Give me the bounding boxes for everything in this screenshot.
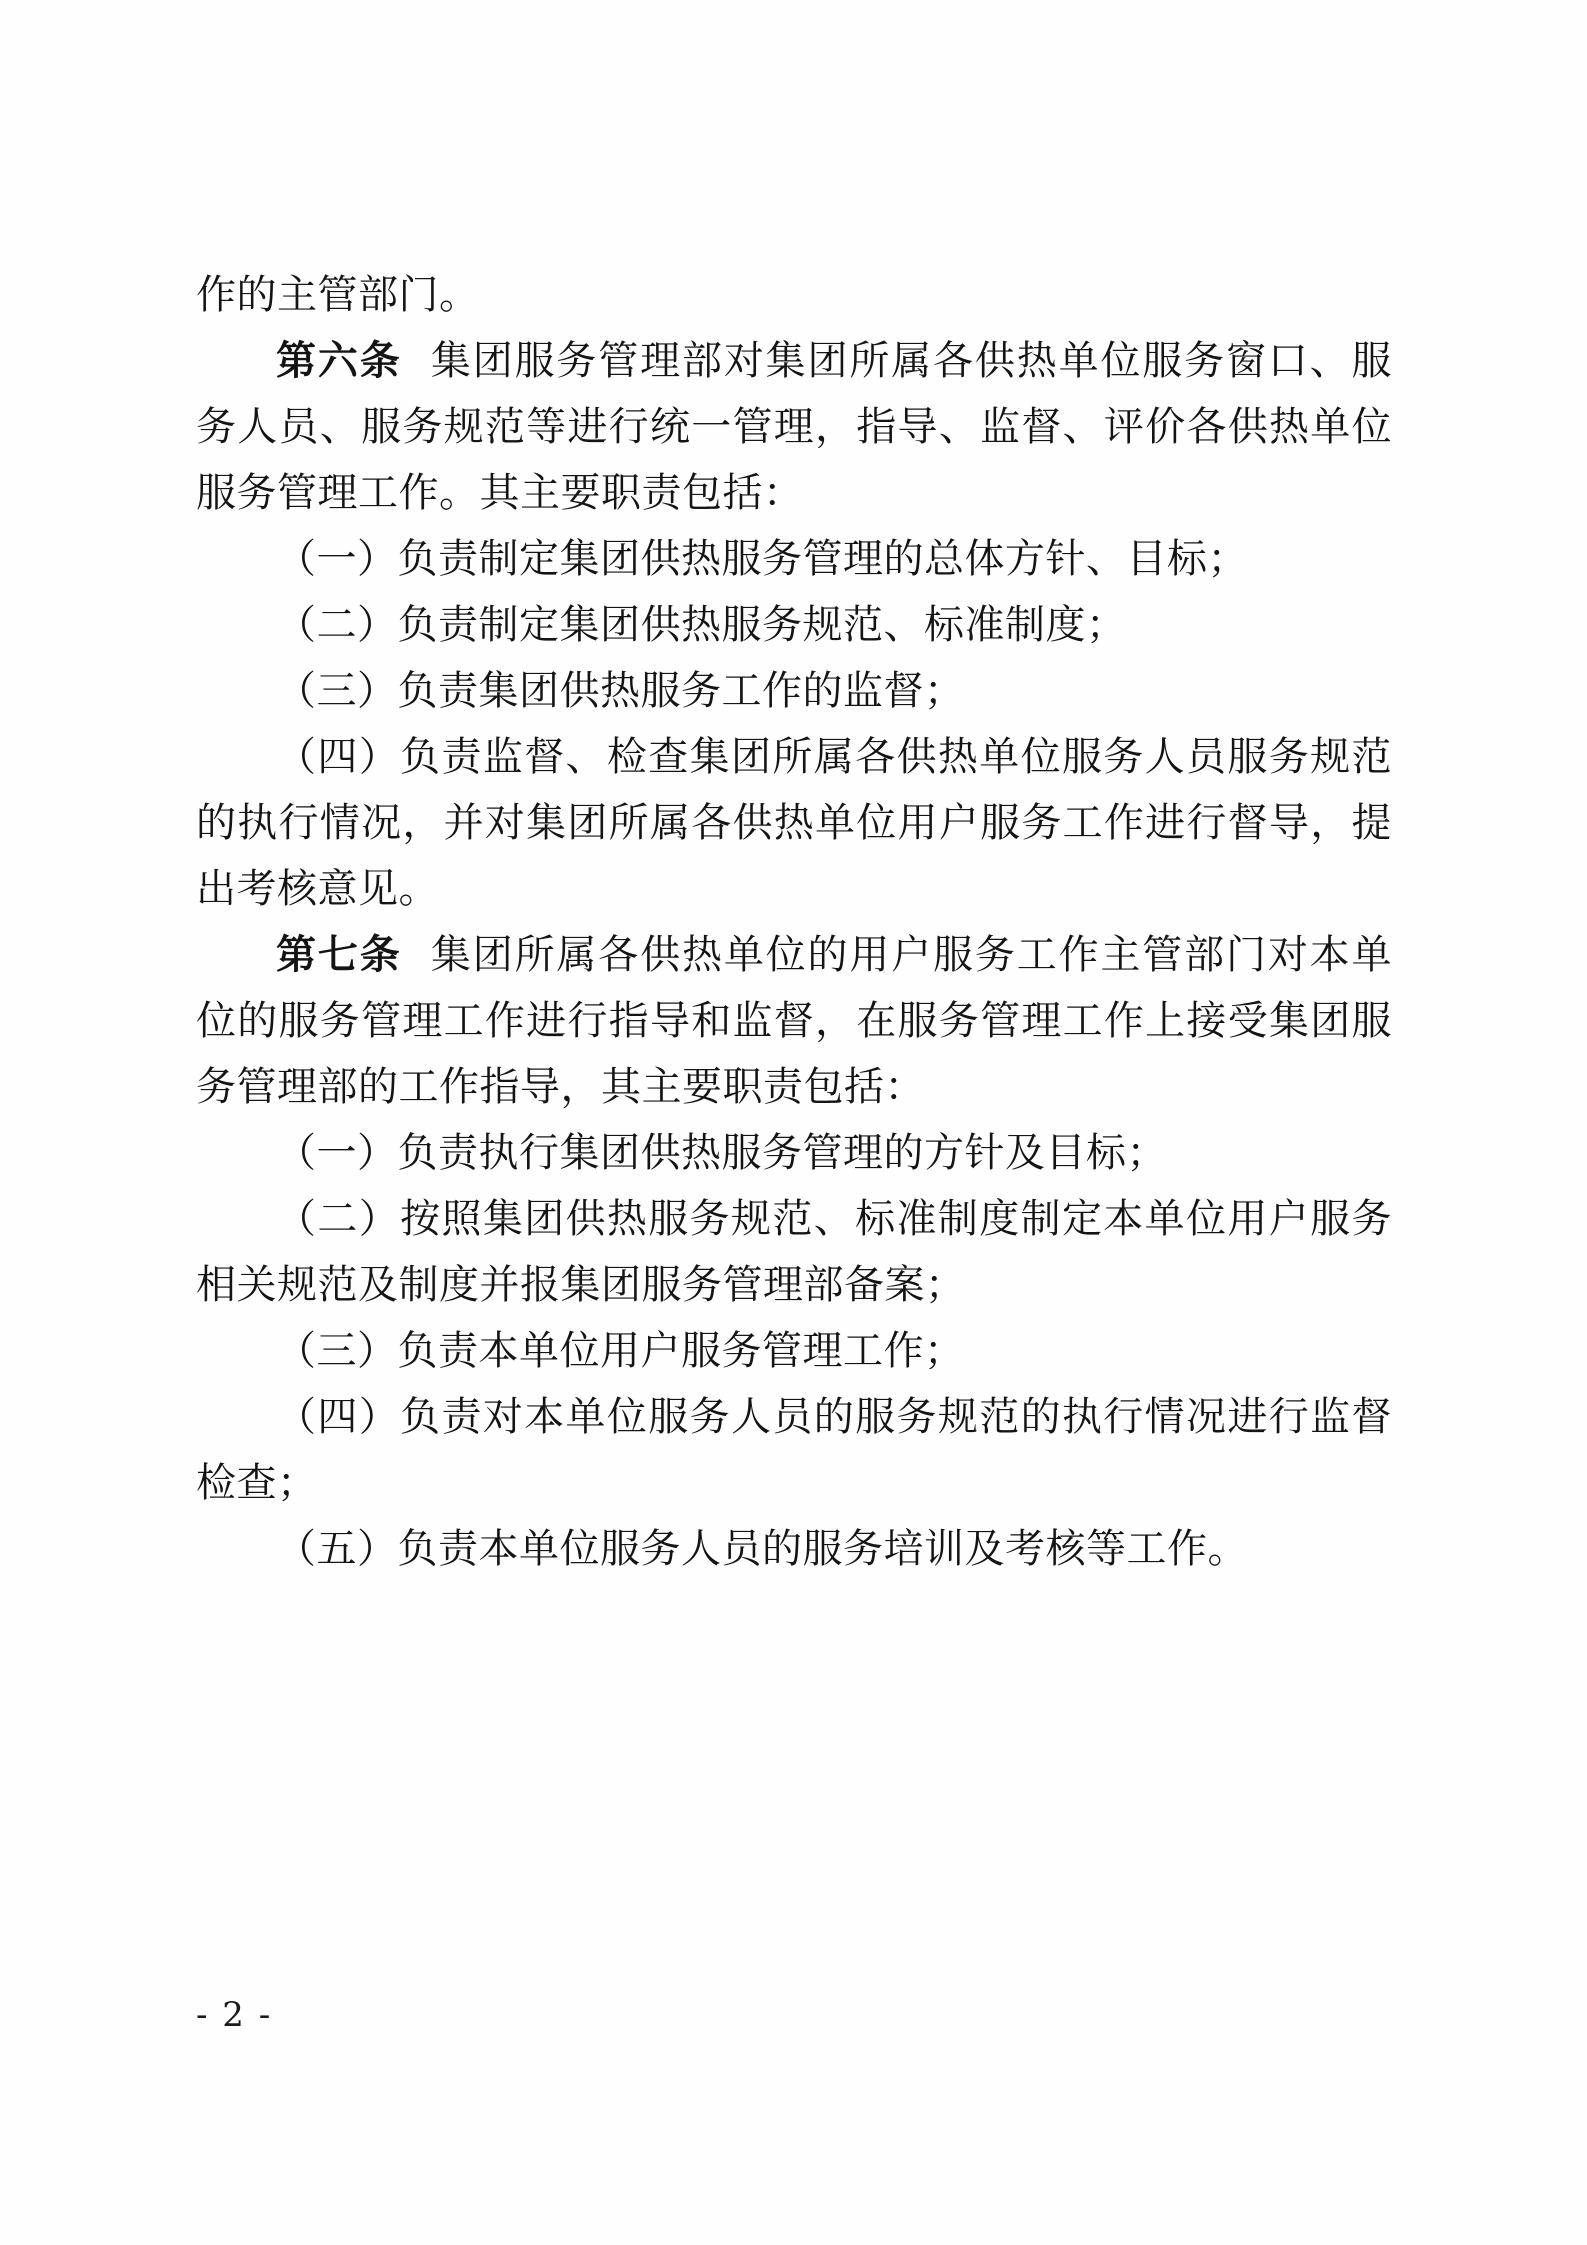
article-number-label: 第七条	[276, 931, 402, 978]
paragraph-text: 集团服务管理部对集团所属各供热单位服务窗口、服务人员、服务规范等进行统一管理，指导、监督、评价各供热单位服务管理工作。其主要职责包括：	[196, 338, 1393, 516]
paragraph-item-7-4	[196, 1384, 1392, 1516]
paragraph-item-7-2	[196, 1186, 1392, 1318]
paragraph-text: 集团所属各供热单位的用户服务工作主管部门对本单位的服务管理工作进行指导和监督，在服务管理工作上接受集团服务管理部的工作指导，其主要职责包括：	[196, 932, 1393, 1110]
paragraph-text: （二）负责制定集团供热服务规范、标准制度；	[276, 602, 1127, 648]
paragraph-article-six	[196, 328, 1392, 526]
paragraph-text: （二）按照集团供热服务规范、标准制度制定本单位用户服务相关规范及制度并报集团服务管理部备案；	[196, 1196, 1392, 1308]
page-number: - 2 -	[196, 1995, 273, 2035]
paragraph-text: （一）负责执行集团供热服务管理的方针及目标；	[276, 1130, 1167, 1176]
article-number-label: 第六条	[276, 337, 402, 384]
paragraph-item-7-3	[196, 1318, 1392, 1384]
paragraph-item-6-1	[196, 526, 1392, 592]
document-body	[196, 262, 1392, 1582]
paragraph-text: （五）负责本单位服务人员的服务培训及考核等工作。	[276, 1526, 1248, 1572]
paragraph-text: 作的主管部门。	[196, 272, 480, 318]
paragraph-item-7-5	[196, 1516, 1392, 1582]
paragraph-text: （三）负责本单位用户服务管理工作；	[276, 1328, 965, 1374]
paragraph-text: （四）负责对本单位服务人员的服务规范的执行情况进行监督检查；	[196, 1394, 1392, 1506]
paragraph-item-7-1	[196, 1120, 1392, 1186]
paragraph-article-seven	[196, 922, 1392, 1120]
paragraph-text: （一）负责制定集团供热服务管理的总体方针、目标；	[276, 536, 1248, 582]
paragraph-text: （三）负责集团供热服务工作的监督；	[276, 668, 965, 714]
paragraph-item-6-4	[196, 724, 1392, 922]
paragraph-1	[196, 262, 1392, 328]
paragraph-item-6-3	[196, 658, 1392, 724]
paragraph-item-6-2	[196, 592, 1392, 658]
paragraph-text: （四）负责监督、检查集团所属各供热单位服务人员服务规范的执行情况，并对集团所属各供热单位用户服务工作进行督导，提出考核意见。	[196, 734, 1392, 912]
